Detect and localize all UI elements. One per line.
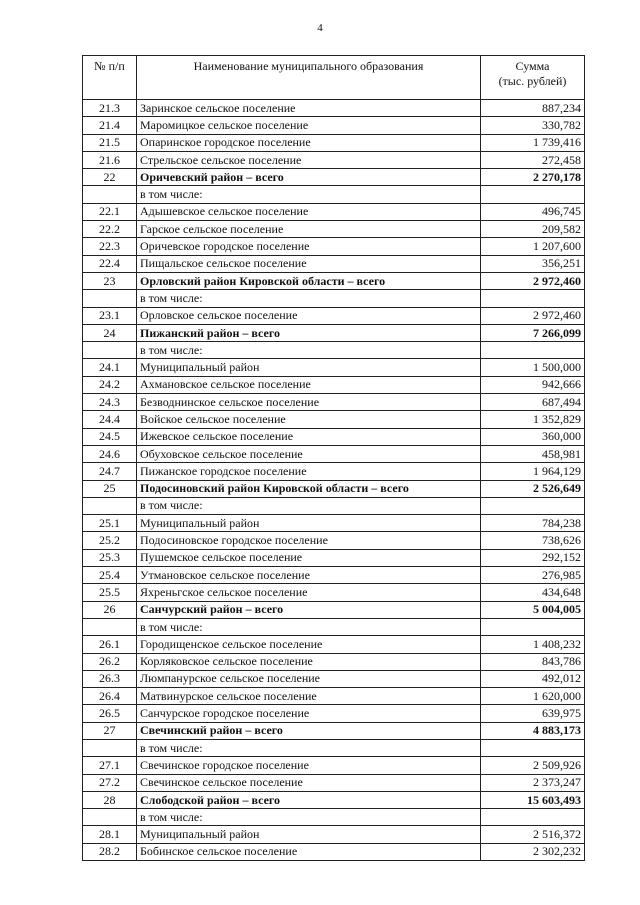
header-sum-unit: (тыс. рублей): [498, 74, 567, 88]
row-number: 22.4: [83, 255, 137, 272]
row-number: 25.2: [83, 532, 137, 549]
table-row: [83, 584, 585, 601]
row-number: 25.3: [83, 549, 137, 566]
row-number: 27.2: [83, 774, 137, 791]
row-sum: 15 603,493: [481, 791, 585, 808]
district-total-row: [83, 480, 585, 497]
row-name: Муниципальный район: [137, 826, 481, 843]
row-name: Орловское сельское поселение: [137, 307, 481, 324]
table-row: [83, 826, 585, 843]
row-sum: 639,975: [481, 705, 585, 722]
row-number: 28.2: [83, 843, 137, 860]
table-row: [83, 221, 585, 238]
row-sum: 1 408,232: [481, 636, 585, 653]
row-name: Орловский район Кировской области – всего: [137, 272, 481, 289]
row-sum: 4 883,173: [481, 722, 585, 739]
row-number: 24.7: [83, 463, 137, 480]
row-name: Опаринское городское поселение: [137, 134, 481, 151]
row-sum: 887,234: [481, 100, 585, 117]
row-name: Городищенское сельское поселение: [137, 636, 481, 653]
table-row: [83, 445, 585, 462]
row-sum: 1 964,129: [481, 463, 585, 480]
row-number: [83, 186, 137, 203]
row-number: 26.3: [83, 670, 137, 687]
row-number: 26: [83, 601, 137, 618]
row-name: Свечинское сельское поселение: [137, 774, 481, 791]
row-sum: 2 509,926: [481, 757, 585, 774]
row-name: в том числе:: [137, 186, 481, 203]
table-row: [83, 567, 585, 584]
table-header-row: [83, 56, 585, 100]
row-number: 28: [83, 791, 137, 808]
table-row: [83, 100, 585, 117]
table-body: [83, 100, 585, 861]
row-sum: 843,786: [481, 653, 585, 670]
table-row: [83, 670, 585, 687]
row-name: Слободской район – всего: [137, 791, 481, 808]
row-name: Свечинское городское поселение: [137, 757, 481, 774]
row-sum: 356,251: [481, 255, 585, 272]
district-total-row: [83, 791, 585, 808]
row-number: 26.1: [83, 636, 137, 653]
row-number: [83, 290, 137, 307]
table-row: [83, 290, 585, 307]
table-row: [83, 618, 585, 635]
row-name: Свечинский район – всего: [137, 722, 481, 739]
row-name: в том числе:: [137, 809, 481, 826]
table-row: [83, 636, 585, 653]
table-row: [83, 151, 585, 168]
table-row: [83, 549, 585, 566]
row-name: Обуховское сельское поселение: [137, 445, 481, 462]
row-sum: 1 739,416: [481, 134, 585, 151]
row-number: 27: [83, 722, 137, 739]
row-name: Санчурский район – всего: [137, 601, 481, 618]
row-sum: 1 207,600: [481, 238, 585, 255]
row-name: в том числе:: [137, 342, 481, 359]
row-number: 24.2: [83, 376, 137, 393]
row-sum: 2 270,178: [481, 169, 585, 186]
row-number: 28.1: [83, 826, 137, 843]
row-number: 24.5: [83, 428, 137, 445]
row-name: Маромицкое сельское поселение: [137, 117, 481, 134]
row-sum: 784,238: [481, 515, 585, 532]
row-name: Оричевское городское поселение: [137, 238, 481, 255]
row-sum: 209,582: [481, 221, 585, 238]
row-sum: 360,000: [481, 428, 585, 445]
district-total-row: [83, 272, 585, 289]
row-sum: 1 352,829: [481, 411, 585, 428]
row-sum: 1 620,000: [481, 688, 585, 705]
row-number: 24.6: [83, 445, 137, 462]
header-num: № п/п: [83, 56, 137, 100]
row-number: 21.3: [83, 100, 137, 117]
row-number: 22.1: [83, 203, 137, 220]
table-row: [83, 186, 585, 203]
row-name: Войское сельское поселение: [137, 411, 481, 428]
row-name: Адышевское сельское поселение: [137, 203, 481, 220]
table-row: [83, 809, 585, 826]
table-row: [83, 394, 585, 411]
district-total-row: [83, 722, 585, 739]
row-sum: 292,152: [481, 549, 585, 566]
row-number: 26.4: [83, 688, 137, 705]
row-number: 25.5: [83, 584, 137, 601]
table-row: [83, 342, 585, 359]
district-total-row: [83, 324, 585, 341]
row-number: 24.1: [83, 359, 137, 376]
row-sum: [481, 809, 585, 826]
row-name: Муниципальный район: [137, 515, 481, 532]
row-sum: [481, 290, 585, 307]
table-row: [83, 238, 585, 255]
row-name: Матвинурское сельское поселение: [137, 688, 481, 705]
table-row: [83, 688, 585, 705]
row-name: в том числе:: [137, 497, 481, 514]
row-sum: 2 373,247: [481, 774, 585, 791]
row-number: 25.1: [83, 515, 137, 532]
row-name: Подосиновский район Кировской области – всего: [137, 480, 481, 497]
row-number: 26.5: [83, 705, 137, 722]
row-number: 24: [83, 324, 137, 341]
row-number: 24.3: [83, 394, 137, 411]
table-row: [83, 428, 585, 445]
table-row: [83, 376, 585, 393]
row-name: Ижевское сельское поселение: [137, 428, 481, 445]
row-sum: 496,745: [481, 203, 585, 220]
table-row: [83, 359, 585, 376]
page-number: 4: [317, 22, 323, 34]
row-sum: 2 526,649: [481, 480, 585, 497]
row-sum: 276,985: [481, 567, 585, 584]
row-number: [83, 739, 137, 756]
row-name: в том числе:: [137, 290, 481, 307]
row-name: Люмпанурское сельское поселение: [137, 670, 481, 687]
row-sum: 2 972,460: [481, 307, 585, 324]
row-sum: 5 004,005: [481, 601, 585, 618]
row-name: Пушемское сельское поселение: [137, 549, 481, 566]
row-number: 22.3: [83, 238, 137, 255]
row-number: 21.5: [83, 134, 137, 151]
row-name: Утмановское сельское поселение: [137, 567, 481, 584]
table-row: [83, 411, 585, 428]
table-row: [83, 774, 585, 791]
district-total-row: [83, 169, 585, 186]
row-sum: 2 302,232: [481, 843, 585, 860]
row-sum: 738,626: [481, 532, 585, 549]
row-sum: 7 266,099: [481, 324, 585, 341]
row-sum: 2 972,460: [481, 272, 585, 289]
row-sum: 434,648: [481, 584, 585, 601]
header-name: Наименование муниципального образования: [137, 56, 481, 100]
row-sum: 492,012: [481, 670, 585, 687]
row-name: Ахмановское сельское поселение: [137, 376, 481, 393]
table-row: [83, 134, 585, 151]
row-sum: [481, 186, 585, 203]
row-name: Яхреньгское сельское поселение: [137, 584, 481, 601]
row-name: в том числе:: [137, 739, 481, 756]
row-name: Безводнинское сельское поселение: [137, 394, 481, 411]
row-name: Муниципальный район: [137, 359, 481, 376]
row-sum: 1 500,000: [481, 359, 585, 376]
row-number: 22.2: [83, 221, 137, 238]
row-sum: [481, 342, 585, 359]
row-name: Пищальское сельское поселение: [137, 255, 481, 272]
table-row: [83, 739, 585, 756]
row-sum: 272,458: [481, 151, 585, 168]
table-row: [83, 255, 585, 272]
row-name: Подосиновское городское поселение: [137, 532, 481, 549]
budget-table: [82, 55, 585, 861]
table-row: [83, 203, 585, 220]
row-name: Пижанское городское поселение: [137, 463, 481, 480]
table-row: [83, 497, 585, 514]
row-sum: 330,782: [481, 117, 585, 134]
row-name: в том числе:: [137, 618, 481, 635]
row-number: [83, 809, 137, 826]
row-number: 27.1: [83, 757, 137, 774]
row-number: 23.1: [83, 307, 137, 324]
table-row: [83, 757, 585, 774]
row-sum: 942,666: [481, 376, 585, 393]
row-number: 21.6: [83, 151, 137, 168]
row-number: 25: [83, 480, 137, 497]
row-number: 23: [83, 272, 137, 289]
row-number: [83, 342, 137, 359]
row-name: Корляковское сельское поселение: [137, 653, 481, 670]
row-sum: [481, 497, 585, 514]
row-name: Стрельское сельское поселение: [137, 151, 481, 168]
row-number: 26.2: [83, 653, 137, 670]
header-sum-title: Сумма: [515, 59, 550, 73]
row-number: 24.4: [83, 411, 137, 428]
row-name: Оричевский район – всего: [137, 169, 481, 186]
header-sum: [481, 56, 585, 100]
row-number: 22: [83, 169, 137, 186]
table-row: [83, 843, 585, 860]
row-sum: [481, 618, 585, 635]
row-number: 25.4: [83, 567, 137, 584]
table-row: [83, 463, 585, 480]
row-number: [83, 618, 137, 635]
table-row: [83, 653, 585, 670]
row-number: [83, 497, 137, 514]
row-name: Бобинское сельское поселение: [137, 843, 481, 860]
table-row: [83, 532, 585, 549]
table-row: [83, 705, 585, 722]
row-name: Гарское сельское поселение: [137, 221, 481, 238]
row-sum: 458,981: [481, 445, 585, 462]
row-sum: 2 516,372: [481, 826, 585, 843]
table-row: [83, 307, 585, 324]
row-name: Заринское сельское поселение: [137, 100, 481, 117]
row-name: Санчурское городское поселение: [137, 705, 481, 722]
row-sum: [481, 739, 585, 756]
row-number: 21.4: [83, 117, 137, 134]
row-sum: 687,494: [481, 394, 585, 411]
row-name: Пижанский район – всего: [137, 324, 481, 341]
table-row: [83, 117, 585, 134]
table-row: [83, 515, 585, 532]
district-total-row: [83, 601, 585, 618]
